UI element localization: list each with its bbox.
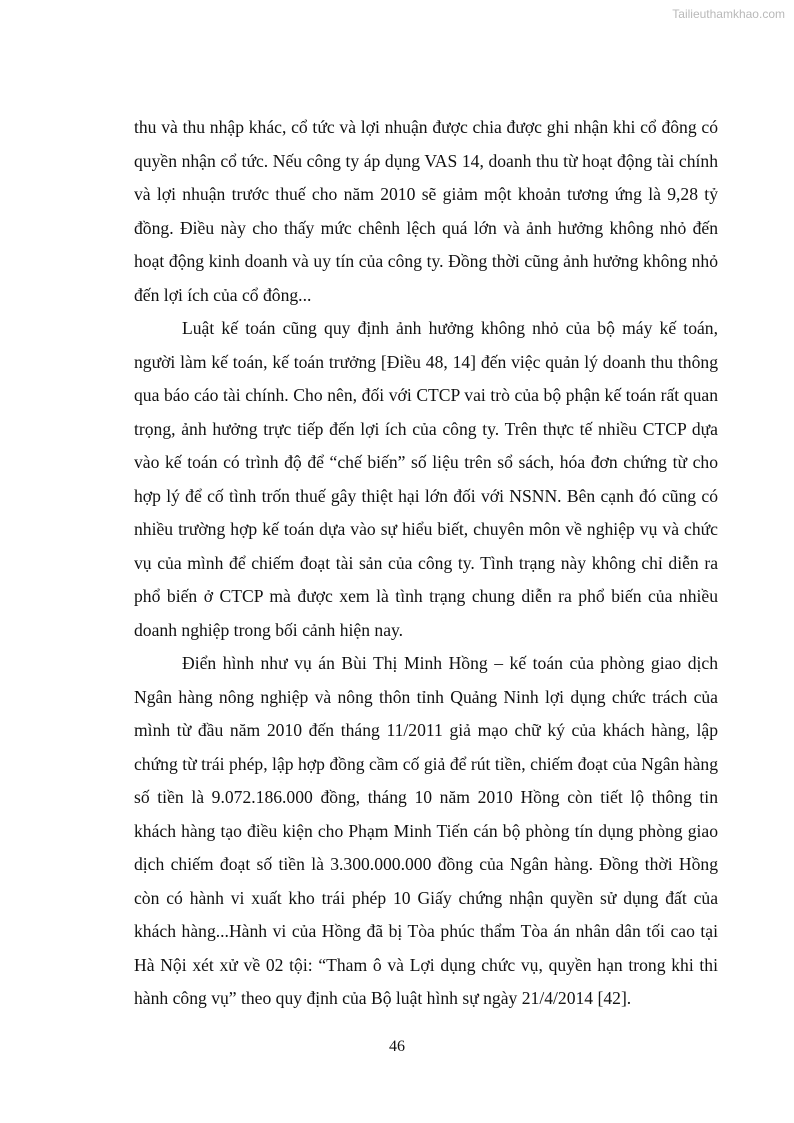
paragraph-case-example: Điển hình như vụ án Bùi Thị Minh Hồng – kế toán của phòng giao dịch Ngân hàng nông nghiệp và nông thôn tỉnh Quảng Ninh lợi dụng chức trách của mình từ đầu năm 2010 đến tháng 11/2011 giả mạo chữ ký của khách hàng, lập chứng từ trái phép, lập hợp đồng cầm cố giả để rút tiền, chiếm đoạt của Ngân hàng số tiền là 9.072.186.000 đồng, tháng 10 năm 2010 Hồng còn tiết lộ thông tin khách hàng tạo điều kiện cho Phạm Minh Tiến cán bộ phòng tín dụng phòng giao dịch chiếm đoạt số tiền là 3.300.000.000 đồng của Ngân hàng. Đồng thời Hồng còn có hành vi xuất kho trái phép 10 Giấy chứng nhận quyền sử dụng đất của khách hàng...Hành vi của Hồng đã bị Tòa phúc thẩm Tòa án nhân dân tối cao tại Hà Nội xét xử về 02 tội: “Tham ô và Lợi dụng chức vụ, quyền hạn trong khi thi hành công vụ” theo quy định của Bộ luật hình sự ngày 21/4/2014 [42]. [134,653,718,1008]
paragraph-accounting-law: Luật kế toán cũng quy định ảnh hưởng không nhỏ của bộ máy kế toán, người làm kế toán, kế toán trưởng [Điều 48, 14] đến việc quản lý doanh thu thông qua báo cáo tài chính. Cho nên, đối với CTCP vai trò của bộ phận kế toán rất quan trọng, ảnh hưởng trực tiếp đến lợi ích của công ty. Trên thực tế nhiều CTCP dựa vào kế toán có trình độ để “chế biến” số liệu trên sổ sách, hóa đơn chứng từ cho hợp lý để cố tình trốn thuế gây thiệt hại lớn đối với NSNN. Bên cạnh đó cũng có nhiều trường hợp kế toán dựa vào sự hiểu biết, chuyên môn về nghiệp vụ và chức vụ của mình để chiếm đoạt tài sản của công ty. Tình trạng này không chỉ diễn ra phổ biến ở CTCP mà được xem là tình trạng chung diễn ra phổ biến của nhiều doanh nghiệp trong bối cảnh hiện nay. [134,318,718,640]
page-number: 46 [389,1038,405,1055]
document-body [134,111,718,1016]
watermark-text: Tailieuthamkhao.com [672,7,785,21]
paragraph-continuation: thu và thu nhập khác, cổ tức và lợi nhuận được chia được ghi nhận khi cổ đông có quyền nhận cổ tức. Nếu công ty áp dụng VAS 14, doanh thu từ hoạt động tài chính và lợi nhuận trước thuế cho năm 2010 sẽ giảm một khoản tương ứng là 9,28 tỷ đồng. Điều này cho thấy mức chênh lệch quá lớn và ảnh hưởng không nhỏ đến hoạt động kinh doanh và uy tín của công ty. Đồng thời cũng ảnh hưởng không nhỏ đến lợi ích của cổ đông... [134,117,718,305]
